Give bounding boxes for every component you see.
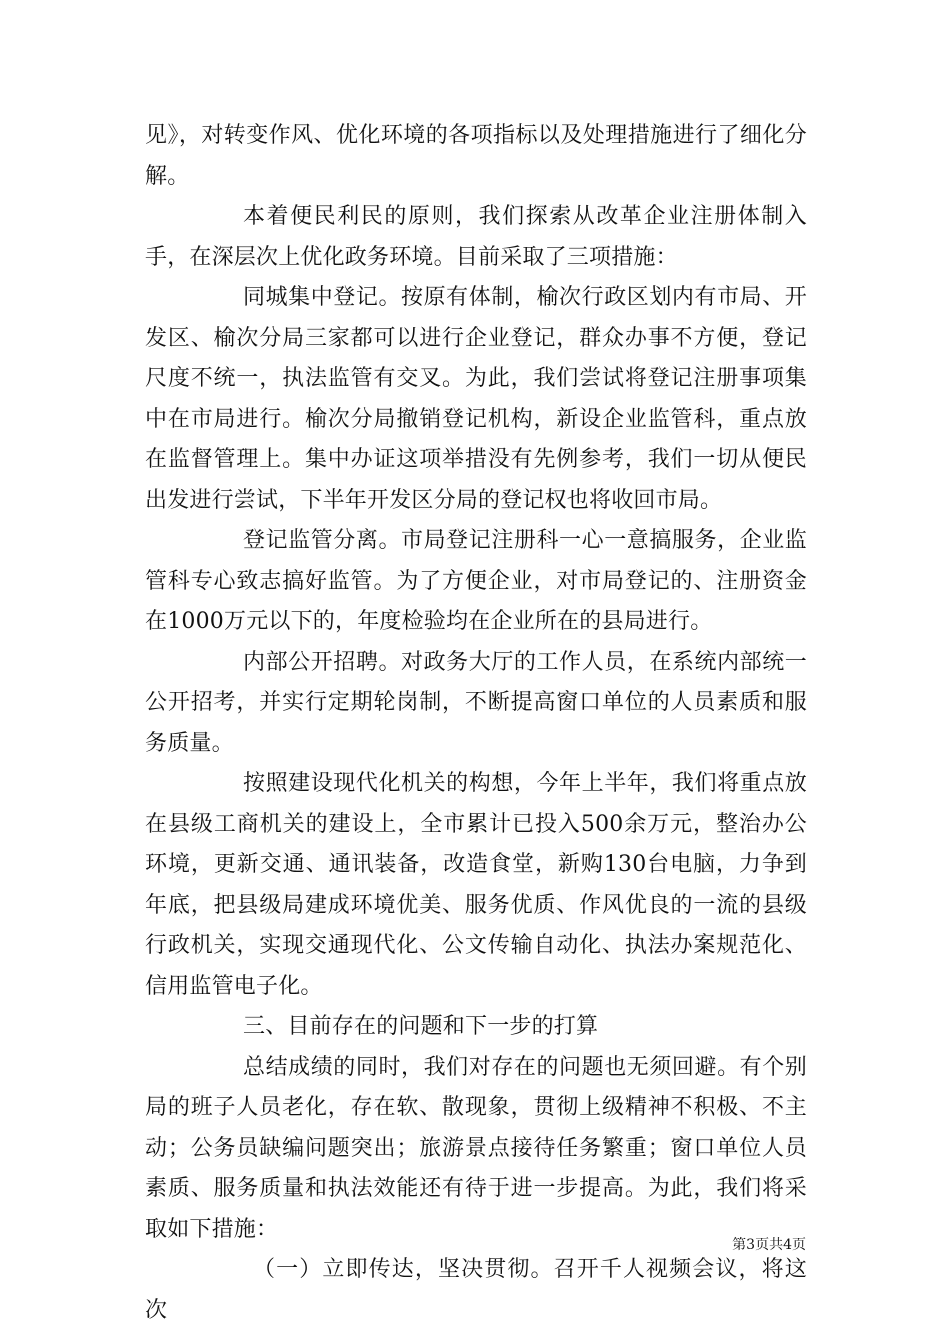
paragraph-principle: 本着便民利民的原则，我们探索从改革企业注册体制入手，在深层次上优化政务环境。目前采取了三项措施： — [145, 204, 807, 270]
paragraph-modernization: 按照建设现代化机关的构想，今年上半年，我们将重点放在县级工商机关的建设上，全市累计已投入500余万元，整治办公环境，更新交通、通讯装备，改造食堂，新购130台电脑，力争到年底，把县级局建成环境优美、服务优质、作风优良的一流的县级行政机关，实现交通现代化、公文传输自动化、执法办案规范化、信用监管电子化。 — [145, 771, 807, 999]
paragraph-internal-recruitment: 内部公开招聘。对政务大厅的工作人员，在系统内部统一公开招考，并实行定期轮岗制，不断提高窗口单位的人员素质和服务质量。 — [145, 649, 807, 756]
paragraph-measure-one: （一）立即传达，坚决贯彻。召开千人视频会议，将这次 — [145, 1257, 807, 1323]
page-number-footer: 第3页共4页 — [732, 1237, 806, 1253]
document-body — [145, 116, 807, 1331]
paragraph-registration-supervision-separation: 登记监管分离。市局登记注册科一心一意搞服务，企业监管科专心致志搞好监管。为了方便企业，对市局登记的、注册资金在1000万元以下的，年度检验均在企业所在的县局进行。 — [145, 528, 807, 634]
paragraph-problems: 总结成绩的同时，我们对存在的问题也无须回避。有个别局的班子人员老化，存在软、散现象，贯彻上级精神不积极、不主动；公务员缺编问题突出；旅游景点接待任务繁重；窗口单位人员素质、服务质量和执法效能还有待于进一步提高。为此，我们将采取如下措施： — [145, 1054, 807, 1242]
paragraph-centralized-registration: 同城集中登记。按原有体制，榆次行政区划内有市局、开发区、榆次分局三家都可以进行企业登记，群众办事不方便，登记尺度不统一，执法监管有交叉。为此，我们尝试将登记注册事项集中在市局进行。榆次分局撤销登记机构，新设企业监管科，重点放在监督管理上。集中办证这项举措没有先例参考，我们一切从便民出发进行尝试，下半年开发区分局的登记权也将收回市局。 — [145, 285, 807, 513]
paragraph-continuation: 见》，对转变作风、优化环境的各项指标以及处理措施进行了细化分解。 — [145, 123, 807, 189]
section-heading-problems-plans: 三、目前存在的问题和下一步的打算 — [243, 1014, 599, 1039]
